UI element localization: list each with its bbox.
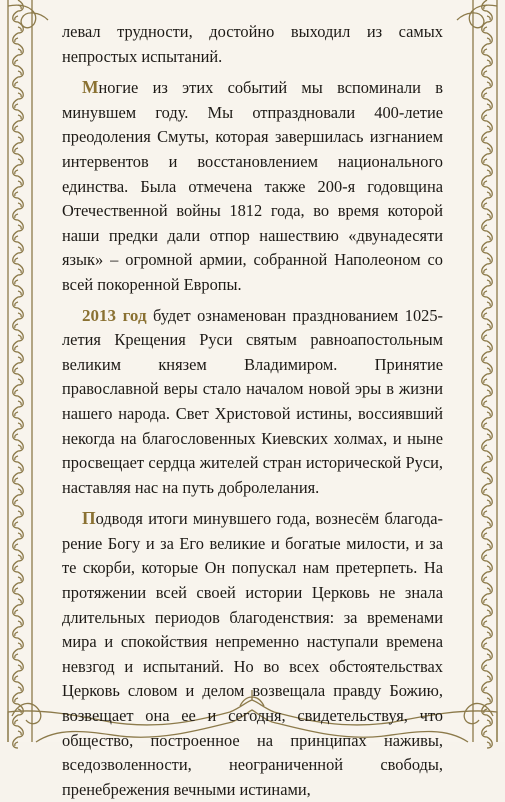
- paragraph-2-text: ногие из этих событий мы вспоминали в минувшем году. Мы отпраздновали 400-летие преодоления Смуты, которая завершилась изгнанием интервентов и восстановлением национального единства. Была отмечена также 200-я годовщина Отечественной войны 1812 года, во время которой наши предки дали отпор нашествию «двунадесяти язык» – огромной армии, собранной Наполеоном со всей покоренной Европы.: [62, 78, 443, 294]
- paragraph-4: [62, 506, 443, 802]
- top-left-flourish: [8, 5, 48, 28]
- top-right-flourish: [457, 5, 497, 28]
- paragraph-2: [62, 75, 443, 297]
- paragraph-1: [62, 20, 443, 69]
- right-scroll-chain: [482, 0, 493, 748]
- paragraph-3-lead-year: 2013 год: [82, 305, 147, 325]
- left-scroll-chain: [13, 0, 24, 748]
- paragraph-3-text: будет ознаменован празднованием 1025-летия Крещения Руси святым равноапостольным великим князем Владимиром. Принятие православной веры стало началом новой эры в жизни нашего народа. Свет Христовой истины, воссиявший некогда на благословенных Киевских холмах, и ныне просвещает сердца жителей стран исторической Руси, наставляя нас на путь добролелания.: [62, 305, 443, 497]
- paragraph-1-text: левал трудности, достойно выходил из самых непростых испытаний.: [62, 22, 443, 66]
- paragraph-2-drop-letter: М: [82, 77, 99, 98]
- body-text: [62, 20, 443, 799]
- paragraph-3: [62, 304, 443, 501]
- paragraph-4-text: одводя итоги минувшего года, вознесём благодарение Богу и за Его великие и богатые милости, и за те скорби, которые Он попускал нам претерпеть. На протяжении всей своей истории Церковь не знала длительных периодов благоденствия: за временами мира и спокойствия непременно наступали времена невзгод и испытаний. Но во всех обстоятельствах Церковь словом и делом возвещала правду Божию, возвещает она ее и сегодня, свидетельствуя, что общество, построенное на принципах наживы, вседозволенности, неограниченной свободы, пренебрежения вечными истинами,: [62, 509, 443, 799]
- paragraph-4-drop-letter: П: [82, 508, 96, 529]
